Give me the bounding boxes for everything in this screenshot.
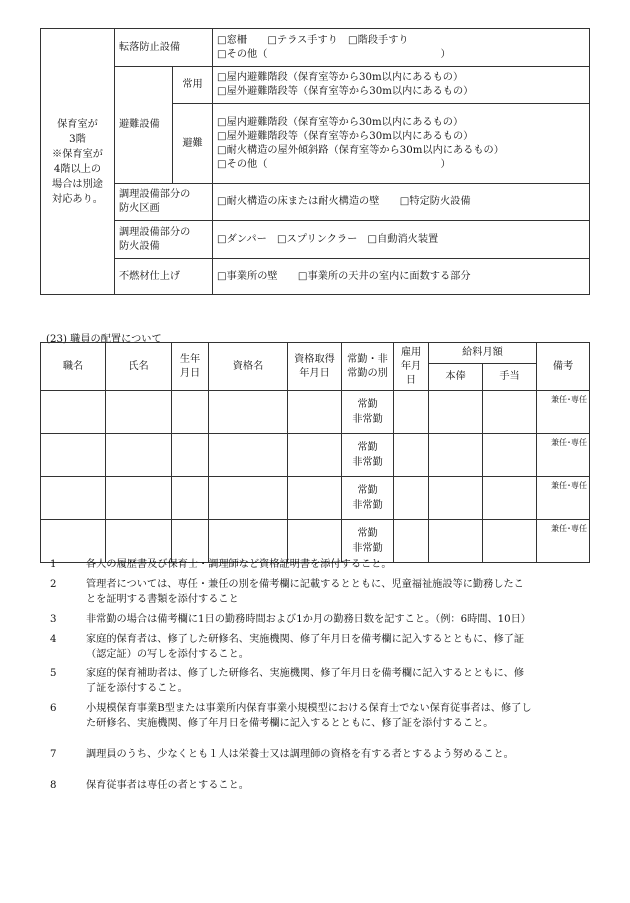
- cell-allowance[interactable]: [483, 391, 537, 434]
- header-allowance: 手当: [483, 364, 537, 391]
- floor-label: 保育室が 3階 ※保育室が 4階以上の 場合は別途 対応あり。: [41, 29, 115, 295]
- fall-prevention-label: 転落防止設備: [115, 29, 213, 67]
- cell-employed[interactable]: [394, 477, 429, 520]
- fire-equipment-label: 調理設備部分の 防火設備: [115, 221, 213, 259]
- cell-status[interactable]: 常勤 非常勤: [342, 434, 394, 477]
- header-salary: 給料月額: [429, 343, 537, 364]
- header-qualification: 資格名: [209, 343, 288, 391]
- cell-acquired[interactable]: [288, 477, 342, 520]
- cell-job[interactable]: [41, 477, 106, 520]
- note-item: 8 保育従事者は専任の者とすること。: [50, 780, 249, 791]
- header-acquired: 資格取得 年月日: [288, 343, 342, 391]
- header-job: 職名: [41, 343, 106, 391]
- cell-birth[interactable]: [172, 477, 209, 520]
- cell-status[interactable]: 常勤 非常勤: [342, 520, 394, 563]
- note-item: 2 管理者については、専任・兼任の別を備考欄に記載するとともに、児童福祉施設等に勤務したこ とを証明する書類を添付すること: [50, 579, 524, 605]
- cell-birth[interactable]: [172, 391, 209, 434]
- section-title: (23) 職員の配置について: [46, 334, 162, 345]
- cell-birth[interactable]: [172, 434, 209, 477]
- header-status: 常勤・非 常勤の別: [342, 343, 394, 391]
- cell-employed[interactable]: [394, 434, 429, 477]
- cell-remarks[interactable]: 兼任･専任: [537, 434, 590, 477]
- note-item: 4 家庭的保育者は、修了した研修名、実施機関、修了年月日を備考欄に記入するとともに、修了証 （認定証）の写しを添付すること。: [50, 634, 525, 660]
- note-item: 6 小規模保育事業B型または事業所内保育事業小規模型における保育士でない保育従事者は、修了し た研修名、実施機関、修了年月日を備考欄に記入するとともに、修了証を添付すること。: [50, 703, 532, 729]
- facilities-table: [40, 28, 590, 295]
- note-item: 5 家庭的保育補助者は、修了した研修名、実施機関、修了年月日を備考欄に記入するとともに、修 了証を添付すること。: [50, 668, 525, 694]
- note-item: 1 各人の履歴書及び保育士・調理師など資格証明書を添付すること。: [50, 559, 392, 570]
- noncombustible-label: 不燃材仕上げ: [115, 259, 213, 295]
- cell-employed[interactable]: [394, 391, 429, 434]
- cell-base[interactable]: [429, 434, 483, 477]
- cell-acquired[interactable]: [288, 434, 342, 477]
- cell-base[interactable]: [429, 477, 483, 520]
- cell-allowance[interactable]: [483, 434, 537, 477]
- cell-qualification[interactable]: [209, 477, 288, 520]
- table-row: [41, 434, 590, 477]
- staff-table: [40, 342, 590, 563]
- cell-qualification[interactable]: [209, 391, 288, 434]
- fall-prevention-options: □窓柵 □テラス手すり □階段手すり □その他（ ）: [213, 29, 590, 67]
- header-birth: 生年 月日: [172, 343, 209, 391]
- notes-list: [50, 557, 590, 793]
- cell-remarks[interactable]: 兼任･専任: [537, 520, 590, 563]
- table-row: [41, 477, 590, 520]
- cell-remarks[interactable]: 兼任･専任: [537, 391, 590, 434]
- header-name: 氏名: [106, 343, 172, 391]
- cell-qualification[interactable]: [209, 434, 288, 477]
- evacuation-regular-label: 常用: [173, 67, 213, 104]
- cell-name[interactable]: [106, 434, 172, 477]
- header-employed: 雇用 年月 日: [394, 343, 429, 391]
- cell-name[interactable]: [106, 477, 172, 520]
- cell-base[interactable]: [429, 391, 483, 434]
- cell-name[interactable]: [106, 391, 172, 434]
- note-item: 7 調理員のうち、少なくとも１人は栄養士又は調理師の資格を有する者とするよう努めること。: [50, 749, 514, 760]
- evacuation-emergency-options: □屋内避難階段（保育室等から30m以内にあるもの） □屋外避難階段等（保育室等から30m以内にあるもの） □耐火構造の屋外傾斜路（保育室等から30m以内にあるもの） □その他（ ）: [213, 104, 590, 184]
- evacuation-emergency-label: 避難: [173, 104, 213, 184]
- cell-status[interactable]: 常勤 非常勤: [342, 477, 394, 520]
- cell-job[interactable]: [41, 391, 106, 434]
- cell-allowance[interactable]: [483, 477, 537, 520]
- fire-equipment-options: □ダンパー □スプリンクラー □自動消火装置: [213, 221, 590, 259]
- cell-acquired[interactable]: [288, 391, 342, 434]
- header-remarks: 備考: [537, 343, 590, 391]
- fire-zone-label: 調理設備部分の 防火区画: [115, 184, 213, 221]
- table-row: [41, 391, 590, 434]
- evacuation-regular-options: □屋内避難階段（保育室等から30m以内にあるもの） □屋外避難階段等（保育室等から30m以内にあるもの）: [213, 67, 590, 104]
- note-item: 3 非常勤の場合は備考欄に1日の勤務時間および1か月の勤務日数を記すこと。（例：6時間、10日）: [50, 614, 531, 625]
- cell-remarks[interactable]: 兼任･専任: [537, 477, 590, 520]
- fire-zone-options: □耐火構造の床または耐火構造の壁 □特定防火設備: [213, 184, 590, 221]
- cell-job[interactable]: [41, 434, 106, 477]
- evacuation-label: 避難設備: [115, 67, 173, 184]
- cell-status[interactable]: 常勤 非常勤: [342, 391, 394, 434]
- noncombustible-options: □事業所の壁 □事業所の天井の室内に面数する部分: [213, 259, 590, 295]
- header-base: 本俸: [429, 364, 483, 391]
